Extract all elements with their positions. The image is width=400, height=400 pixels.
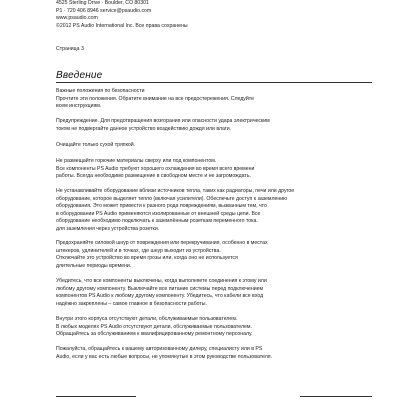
contact-block <box>56 0 356 30</box>
footer-divider-right <box>300 396 372 397</box>
text-line: в оборудовании PS Audio применяются изолированные от внешней среды цепи. Все <box>56 210 261 217</box>
paragraph-dealer-contact <box>56 346 366 361</box>
paragraph-placement <box>56 158 366 181</box>
text-line: длительные периоды времени. <box>56 262 132 269</box>
paragraph-heat-grounding <box>56 188 366 234</box>
text-line: Убедитесь, что все компоненты выключены, когда выполняете соединения к этому или <box>56 278 267 284</box>
text-line: В любых моделях PS Audio отсутствуют детали, обслуживаемые пользователем. <box>56 323 252 330</box>
text-line: Предупреждение. Для предотвращения возгорания или опасности удара электрическим <box>56 118 270 124</box>
contact-address: 4525 Sterling Drive · Boulder, CO 80301 <box>56 0 149 6</box>
paragraph-connections <box>56 278 366 308</box>
paragraph-service <box>56 316 366 339</box>
text-line: работы. Всегда необходимо размещение в свободном месте и не загромождать. <box>56 173 251 180</box>
text-line: Прочтите эти положения. Обратите внимание на все предостережения. Следуйте <box>56 95 254 102</box>
text-line: Не размещайте горючие материалы сверху или под компонентом. <box>56 158 217 164</box>
text-line: Предохраняйте силовой шнур от повреждения или перекручивания, особенно в местах <box>56 240 268 246</box>
text-line: любому другому компоненту. Выключайте все питание системы перед подключением <box>56 285 264 292</box>
text-line: током не подвергайте данное устройство воздействию дождя или влаги. <box>56 125 232 132</box>
text-line: Важные положения по безопасности <box>56 88 145 94</box>
text-line: Все компоненты PS Audio требуют хорошего охлаждения во время всего времени <box>56 165 255 172</box>
section-heading: Введение <box>56 70 103 81</box>
text-line: оборудования. Это может привести к разного рода повреждениям, вызванным тем, что <box>56 203 267 210</box>
text-line: Внутри этого корпуса отсутствуют детали, обслуживаемые пользователем. <box>56 316 238 322</box>
text-line: Очищайте только сухой тряпкой. <box>56 142 136 148</box>
text-line: оборудование, которое выделяет тепло (включая усилители). Обеспечьте доступ к заземлению <box>56 195 288 202</box>
text-line: Обращайтесь за обслуживанием к квалифицированному ремонтному персоналу. <box>56 331 253 338</box>
text-line: надёжно закреплены – самое главное в безопасности работы. <box>56 300 207 307</box>
text-line: Не устанавливайте оборудование вблизи источников тепла, таких как радиаторы, печи или другое <box>56 188 295 194</box>
text-line: для заземления через устройства розетки. <box>56 225 160 232</box>
paragraph-safety <box>56 88 366 111</box>
text-line: штекеров, удлинителей и в точках, где шнур выходит из устройства. <box>56 247 221 254</box>
paragraph-warning <box>56 118 366 133</box>
footer-divider-left <box>56 396 136 397</box>
copyright-line: ©2012 PS Audio International Inc. Все права сохранены <box>56 22 188 29</box>
paragraph-cleaning <box>56 142 366 150</box>
text-line: Отключайте это устройство во время грозы или, когда оно не используется <box>56 255 238 262</box>
text-line: Audio, если у вас есть любые вопросы, не упомянутые в этом руководстве пользователя. <box>56 353 273 360</box>
text-line: Пожалуйста, обращайтесь к вашему авторизованному дилеру, специалисту или в PS <box>56 346 263 352</box>
text-line: компонентов PS Audio к любому другому компоненту. Убедитесь, что кабели все вход <box>56 293 264 300</box>
heading-divider <box>56 82 372 83</box>
contact-website[interactable]: www.psaudio.com <box>56 15 98 22</box>
page-number: Страница 3 <box>56 46 84 52</box>
text-line: всем инструкциям. <box>56 103 102 110</box>
contact-phone-email: P1 · 720 406 8946 service@psaudio.com <box>56 7 152 14</box>
text-line: оборудование необходимо подключать к заземлённым розеткам переменного тока. <box>56 218 258 225</box>
paragraph-power-cord <box>56 240 366 270</box>
